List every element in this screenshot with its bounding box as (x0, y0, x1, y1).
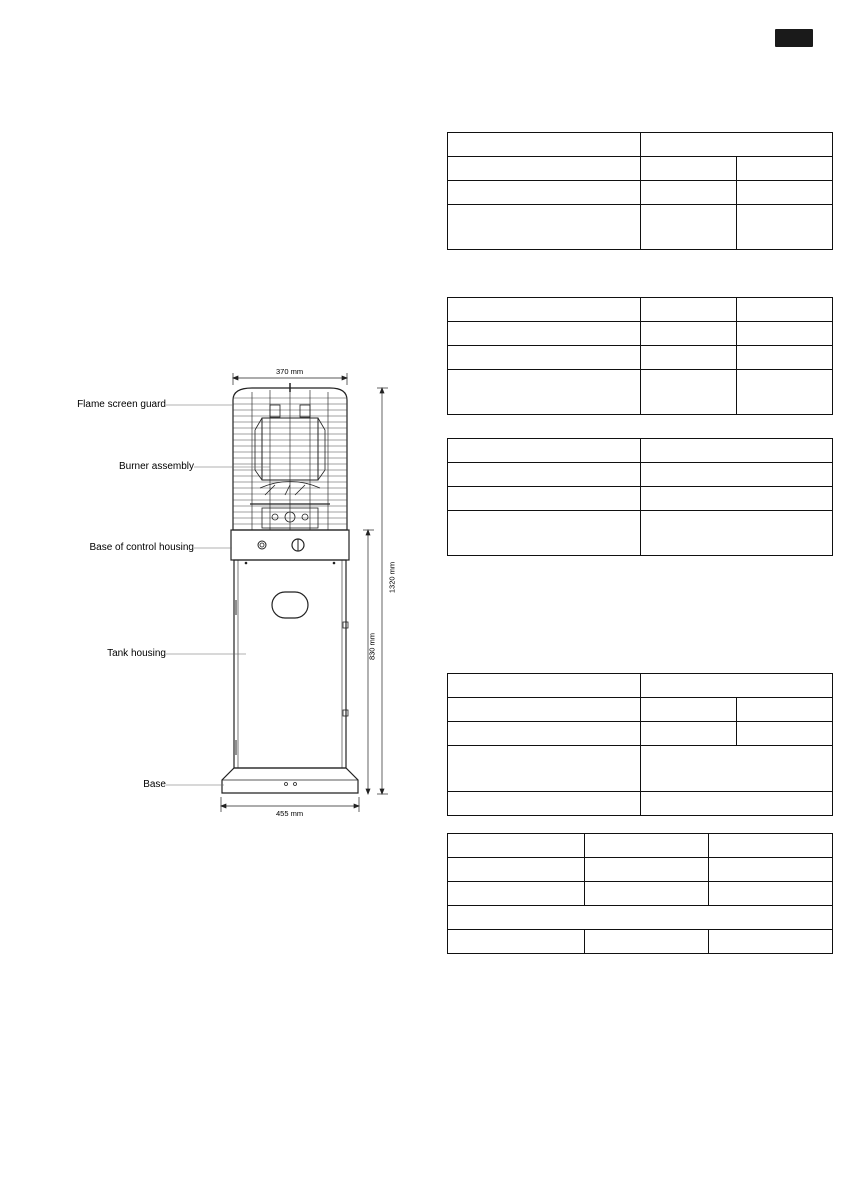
table-row (448, 792, 833, 816)
dimension-lower-height: 830 mm (367, 632, 377, 661)
table-cell (737, 346, 833, 370)
table-cell (448, 133, 641, 157)
label-burner-assembly: Burner assembly (118, 461, 194, 472)
table-row (448, 181, 833, 205)
table-cell (585, 834, 709, 858)
table-cell (737, 698, 833, 722)
table-cell (641, 346, 737, 370)
table-row (448, 487, 833, 511)
label-base: Base (143, 779, 166, 790)
table-cell (448, 322, 641, 346)
table-cell (709, 930, 833, 954)
table-cell (448, 439, 641, 463)
dimension-top-width: 370 mm (276, 367, 304, 376)
table-cell (448, 858, 585, 882)
spec-table-5 (447, 833, 833, 954)
table-row (448, 205, 833, 250)
spec-table-1 (447, 132, 833, 250)
table-row (448, 298, 833, 322)
table-cell (448, 792, 641, 816)
label-flame-screen-guard: Flame screen guard (77, 399, 166, 410)
table-cell (737, 157, 833, 181)
table-cell (448, 746, 641, 792)
table-row (448, 882, 833, 906)
table-cell (641, 674, 833, 698)
table-cell (641, 722, 737, 746)
table-cell (448, 906, 833, 930)
table-row (448, 157, 833, 181)
table-row (448, 511, 833, 556)
table-row (448, 746, 833, 792)
table-cell (641, 439, 833, 463)
table-row (448, 858, 833, 882)
table-cell (641, 746, 833, 792)
table-cell (641, 698, 737, 722)
table-cell (585, 882, 709, 906)
table-row (448, 346, 833, 370)
table-cell (709, 882, 833, 906)
table-cell (737, 722, 833, 746)
table-cell (641, 205, 737, 250)
table-cell (448, 722, 641, 746)
dimension-total-height: 1320 mm (387, 561, 397, 594)
table-cell (709, 858, 833, 882)
table-cell (641, 370, 737, 415)
table-cell (641, 792, 833, 816)
table-cell (737, 322, 833, 346)
table-cell (448, 181, 641, 205)
table-cell (448, 487, 641, 511)
table-cell (585, 858, 709, 882)
table-cell (448, 511, 641, 556)
table-cell (737, 370, 833, 415)
table-cell (737, 205, 833, 250)
table-row (448, 674, 833, 698)
spec-table-2 (447, 297, 833, 415)
table-cell (641, 322, 737, 346)
table-cell (448, 674, 641, 698)
table-cell (448, 157, 641, 181)
table-cell (448, 930, 585, 954)
table-cell (448, 346, 641, 370)
table-row (448, 906, 833, 930)
table-cell (737, 298, 833, 322)
table-cell (737, 181, 833, 205)
table-row (448, 322, 833, 346)
table-cell (709, 834, 833, 858)
table-cell (448, 370, 641, 415)
table-row (448, 930, 833, 954)
dimension-base-width: 455 mm (276, 809, 304, 818)
table-cell (641, 298, 737, 322)
table-cell (641, 157, 737, 181)
table-cell (641, 487, 833, 511)
table-cell (448, 298, 641, 322)
table-cell (641, 511, 833, 556)
table-row (448, 722, 833, 746)
spec-table-4 (447, 673, 833, 816)
table-row (448, 698, 833, 722)
label-tank-housing: Tank housing (107, 648, 166, 659)
table-row (448, 463, 833, 487)
table-cell (641, 133, 833, 157)
table-row (448, 834, 833, 858)
table-cell (448, 834, 585, 858)
table-cell (585, 930, 709, 954)
table-cell (448, 463, 641, 487)
table-cell (448, 882, 585, 906)
table-cell (641, 181, 737, 205)
table-cell (641, 463, 833, 487)
label-base-of-control-housing: Base of control housing (89, 542, 194, 553)
table-row (448, 133, 833, 157)
table-cell (448, 205, 641, 250)
table-row (448, 439, 833, 463)
table-cell (448, 698, 641, 722)
table-row (448, 370, 833, 415)
spec-table-3 (447, 438, 833, 556)
